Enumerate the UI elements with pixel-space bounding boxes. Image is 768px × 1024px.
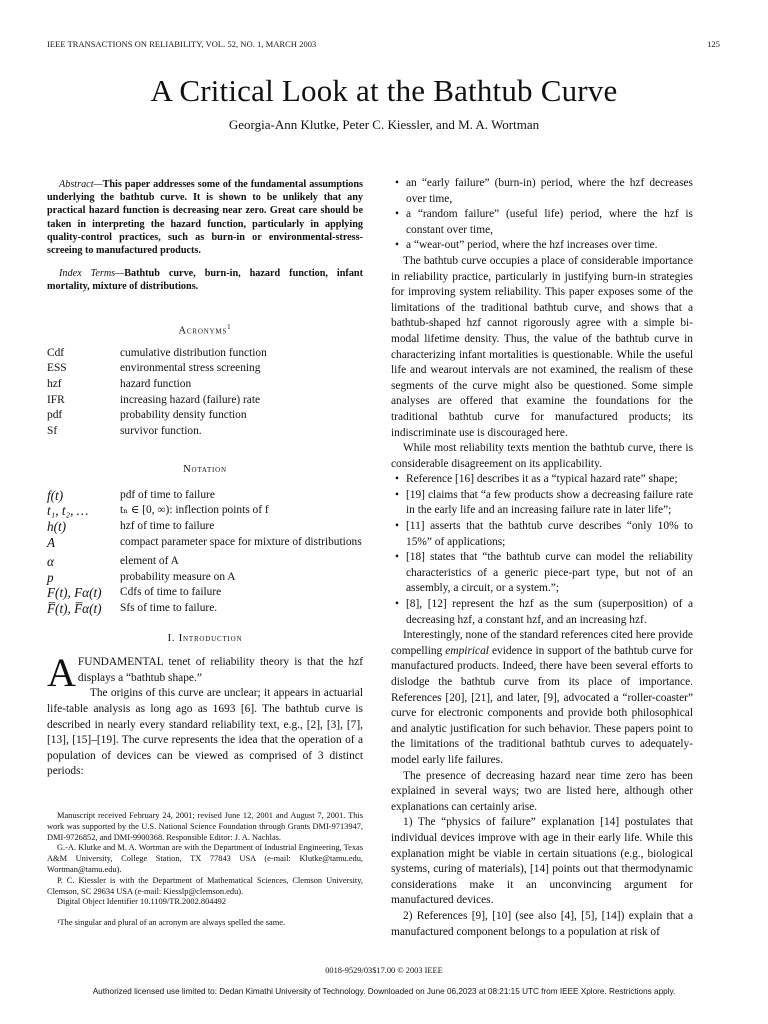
list-item: • [8], [12] represent the hzf as the sum (superposition) of a decreasing hzf, a constant hzf, and an increasing hzf. xyxy=(391,597,693,628)
notation-row: F(t), Fα(t) Cdfs of time to failure xyxy=(47,585,222,601)
footnote-acronyms: ¹The singular and plural of an acronym are always spelled the same. xyxy=(57,918,286,928)
index-terms-text: Bathtub curve, burn-in, hazard function, infant mortality, mixture of distributions. xyxy=(47,268,363,293)
journal-citation: IEEE TRANSACTIONS ON RELIABILITY, VOL. 52, NO. 1, MARCH 2003 xyxy=(47,40,317,49)
body-paragraph: The presence of decreasing hazard near time zero has been explained in several ways; two are listed here, although other explanations can certainly arise. xyxy=(391,769,693,813)
abstract-label: Abstract— xyxy=(59,179,103,190)
intro-first-text: FUNDAMENTAL tenet of reliability theory is that the hzf displays a “bathtub shape.” xyxy=(77,656,363,684)
author-list: Georgia-Ann Klutke, Peter C. Kiessler, and M. A. Wortman xyxy=(228,117,540,132)
body-paragraph: While most reliability texts mention the bathtub curve, there is considerable disagreement on its applicability. xyxy=(391,442,693,470)
footnote-received: Manuscript received February 24, 2001; revised June 12, 2001 and August 7, 2001. This work was supported by the U.S. National Science Foundation through Grants DMI-9713947, DMI-9726852, and DMI-9900368. Responsible Editor: J. A. Nachlas. xyxy=(47,811,363,842)
notation-heading: Notation xyxy=(183,464,227,476)
license-notice: Authorized licensed use limited to: Dedan Kimathi University of Technology. Downloaded on June 06,2023 at 08:21:15 UTC from IEEE Xplore. Restrictions apply. xyxy=(92,987,676,996)
acronym-row: Sf survivor function. xyxy=(47,424,202,437)
acronyms-footnote-mark: 1 xyxy=(227,322,232,331)
right-column xyxy=(391,176,693,940)
acronym-row: hzf hazard function xyxy=(47,377,192,390)
list-item: • an “early failure” (burn-in) period, where the hzf decreases over time, xyxy=(391,176,693,207)
copyright-line: 0018-9529/03$17.00 © 2003 IEEE xyxy=(325,966,443,975)
body-paragraph: 1) The “physics of failure” explanation [14] postulates that individual devices improve with age in their early life. While this explanation might be viable in certain situations (e.g., biological systems, curing of materials), [14] points out that thermodynamic considerations make it an unconvincing argument for manufactured devices. xyxy=(391,816,693,907)
acronyms-table xyxy=(47,346,267,440)
abstract-text: This paper addresses some of the fundamental assumptions underlying the bathtub curve. It is shown to be unlikely that any practical hazard function is decreasing near zero. Great care should be taken in interpreting the hazard function, particularly in applying quality-control practices, such as burn-in or environmental-stress-screeing to manufactured products. xyxy=(47,179,363,257)
acronym-row: pdf probability density function xyxy=(47,409,247,422)
references-list xyxy=(391,472,693,628)
list-item: • [11] asserts that the bathtub curve describes “only 10% to 15%” of applications; xyxy=(391,519,693,550)
notation-row: A compact parameter space for mixture of distributions xyxy=(47,534,362,550)
acronym-row: ESS environmental stress screening xyxy=(47,362,261,375)
notation-row: p probability measure on A xyxy=(47,569,236,585)
notation-row: t₁, t₂, … tₙ ∈ [0, ∞): inflection points of f xyxy=(47,503,269,519)
paper-title: A Critical Look at the Bathtub Curve xyxy=(150,73,618,108)
acronyms-heading: Acronyms$^1$ xyxy=(178,322,232,337)
abstract xyxy=(47,178,363,257)
notation-row: h(t) hzf of time to failure xyxy=(47,519,215,535)
index-terms xyxy=(47,267,363,293)
acronym-row: IFR increasing hazard (failure) rate xyxy=(47,393,261,406)
body-paragraph: Interestingly, none of the standard references cited here provide compelling empirical evidence in support of the bathtub curve for manufactured products. Indeed, there have been several efforts to dislodge the bathtub curve from its place of importance. References [20], [21], and later, [9], advocated a “roller-coaster” curve for electronic components and provide both philosophical and analytic justification for such behavior. These papers point to the limitations of the traditional bathtub curves to adequately-model early life failures. xyxy=(391,629,693,766)
periods-list xyxy=(391,176,693,254)
footnote-affiliation-2: P. C. Kiessler is with the Department of Mathematical Sciences, Clemson University, Clemson, SC 29634 USA (e-mail: Kiesslp@clemson.edu). xyxy=(47,875,363,896)
list-item: • a “random failure” (useful life) period, where the hzf is constant over time, xyxy=(391,207,693,238)
footnotes xyxy=(47,811,363,929)
notation-row: f(t) pdf of time to failure xyxy=(47,487,215,503)
footnote-affiliation-1: G.-A. Klutke and M. A. Wortman are with the Department of Industrial Engineering, Texas A&M University, College Station, TX 77843 USA (e-mail: Klutke@tamu.edu, Wortman@tamu.edu). xyxy=(47,843,363,874)
list-item: • Reference [16] describes it as a “typical hazard rate” shape; xyxy=(391,472,693,488)
emphasis: empirical xyxy=(445,644,489,657)
body-paragraph: 2) References [9], [10] (see also [4], [5], [14]) explain that a manufactured component belongs to a population at risk of xyxy=(391,909,693,938)
list-item: • [19] claims that “a few products show a decreasing failure rate in the early life and an increasing failure rate in later life”; xyxy=(391,488,693,519)
left-column xyxy=(47,178,363,780)
intro-paragraph-2: The origins of this curve are unclear; it appears in actuarial life-table analysis as long ago as 1693 [6]. The bathtub curve is described in nearly every standard reliability text, e.g., [2], [3], [7], [13], [15]–[19]. The curve represents the idea that the operation of a population of devices can be viewed as comprised of 3 distinct periods: xyxy=(47,687,363,778)
list-item: • a “wear-out” period, where the hzf increases over time. xyxy=(391,238,693,254)
page-number: 125 xyxy=(707,40,720,49)
running-header xyxy=(47,40,720,49)
notation-row: F̅(t), F̅α(t) Sfs of time to failure. xyxy=(47,601,218,617)
list-item: • [18] states that “the bathtub curve can model the reliability characteristics of a generic piece-part type, but not of an assembly, a circuit, or a system.”; xyxy=(391,550,693,597)
acronym-row: Cdf cumulative distribution function xyxy=(47,346,267,359)
intro-first-paragraph xyxy=(47,650,363,696)
body-paragraph: The bathtub curve occupies a place of considerable importance in reliability practice, particularly in justifying burn-in strategies for improving system reliability. This paper exposes some of the limitations of the traditional bathtub curve, and shows that a bathtub-shaped hzf cannot rigorously agree with a simple bi-modal lifetime density. Thus, the value of the bathtub curve in characterizing infant mortalities is questionable. While the useful life and wearout intervals are not examined, the realism of these segments of the curve might also be questioned. Some simple analyses are offered that examine the foundations for the traditional bathtub curve for manufactured products; its indiscriminate use is discouraged here. xyxy=(391,254,693,439)
index-terms-label: Index Terms— xyxy=(59,268,125,280)
footnote-doi: Digital Object Identifier 10.1109/TR.2002.804492 xyxy=(57,897,227,907)
drop-cap: A xyxy=(47,650,76,696)
notation-table xyxy=(47,488,363,617)
introduction-heading: I. Introduction xyxy=(167,632,243,644)
notation-row: α element of A xyxy=(47,554,179,570)
